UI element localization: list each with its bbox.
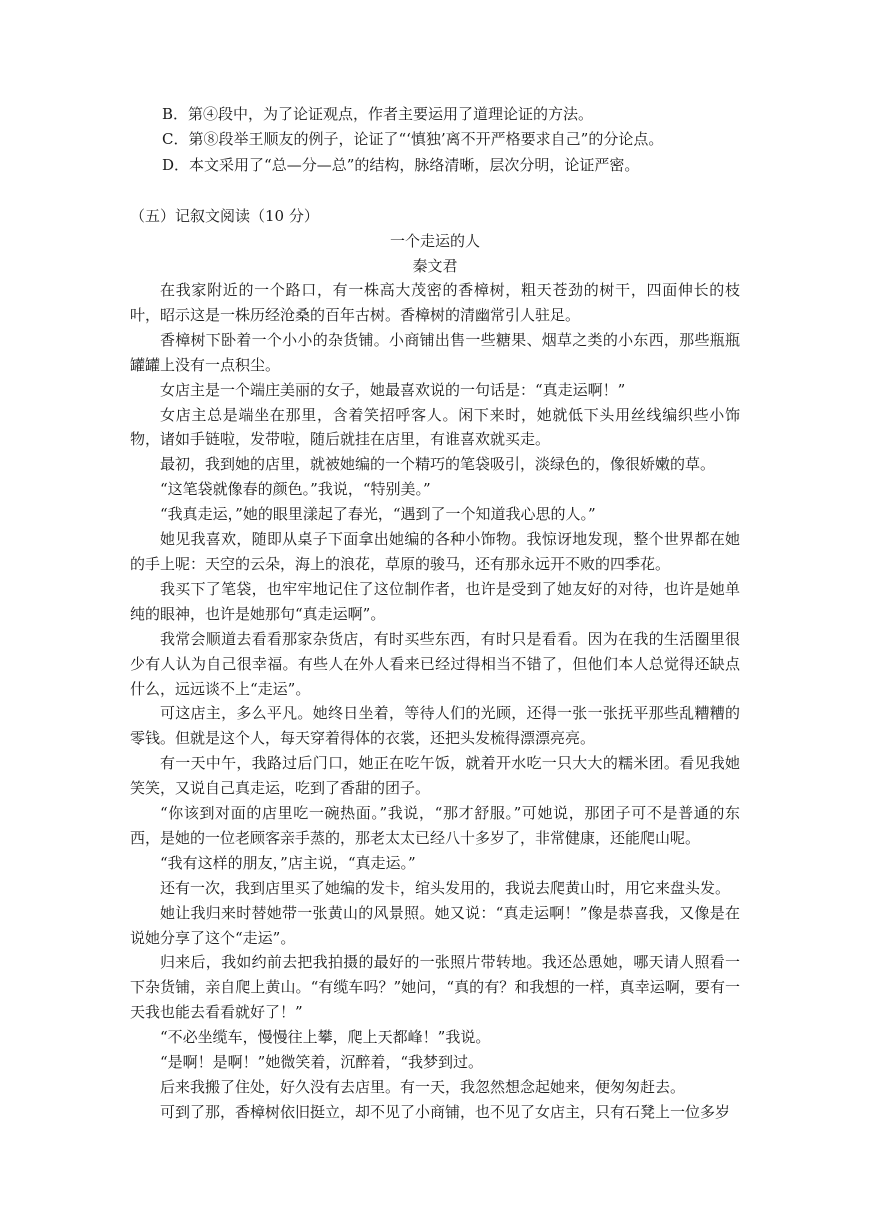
paragraph: 我常会顺道去看看那家杂货店，有时买些东西，有时只是看看。因为在我的生活圈里很少有人认为自己很幸福。有些人在外人看来已经过得相当不错了，但他们本人总觉得还缺点什么，远远谈不上“走运”。	[130, 629, 740, 698]
paragraph: “你该到对面的店里吃一碗热面。”我说，“那才舒服。”可她说，那团子可不是普通的东西，是她的一位老顾客亲手蒸的，那老太太已经八十多岁了，非常健康，还能爬山呢。	[130, 804, 740, 847]
paragraph: 可到了那，香樟树依旧挺立，却不见了小商铺，也不见了女店主，只有石凳上一位多岁	[160, 1102, 731, 1121]
article-title: 一个走运的人	[389, 232, 480, 250]
paragraph: 在我家附近的一个路口，有一株高大茂密的香樟树，粗天苍劲的树干，四面伸长的枝叶，昭示这是一株历经沧桑的百年古树。香樟树的清幽常引人驻足。	[130, 281, 740, 324]
paragraph: 女店主总是端坐在那里，含着笑招呼客人。闲下来时，她就低下头用丝线编织些小饰物，诸如手链啦，发带啦，随后就挂在店里，有谁喜欢就买走。	[130, 405, 740, 449]
paragraph: 最初，我到她的店里，就被她编的一个精巧的笔袋吸引，淡绿色的，像很娇嫩的草。	[160, 455, 716, 474]
article-author: 秦文君	[412, 257, 458, 275]
paragraph: 女店主是一个端庄美丽的女子，她最喜欢说的一句话是：“真走运啊！”	[160, 380, 626, 399]
paragraph: 有一天中午，我路过后门口，她正在吃午饭，就着开水吃一只大大的糯米团。看见我她笑笑，又说自己真走运，吃到了香甜的团子。	[130, 754, 740, 798]
paragraph: 香樟树下卧着一个小小的杂货铺。小商铺出售一些糖果、烟草之类的小东西，那些瓶瓶罐罐上没有一点积尘。	[130, 330, 740, 374]
paragraph: 她见我喜欢，随即从桌子下面拿出她编的各种小饰物。我惊讶地发现，整个世界都在她的手上呢：天空的云朵，海上的浪花，草原的骏马，还有那永远开不败的四季花。	[130, 530, 740, 573]
paragraph: 后来我搬了住处，好久没有去店里。有一天，我忽然想念起她来，便匆匆赶去。	[160, 1078, 686, 1096]
paragraph: 我买下了笔袋，也牢牢地记住了这位制作者，也许是受到了她友好的对待，也许是她单纯的眼神，也许是她那句“真走运啊”。	[130, 579, 740, 623]
section-heading: （五）记叙文阅读（10 分）	[130, 207, 319, 225]
paragraph: “这笔袋就像春的颜色。”我说，“特别美。”	[160, 480, 431, 499]
article-body	[130, 278, 740, 1125]
paragraph: 归来后，我如约前去把我拍摄的最好的一张照片带转地。我还怂恿她，哪天请人照看一下杂货铺，亲自爬上黄山。“有缆车吗？”她问，“真的有？和我想的一样，真幸运啊，要有一天我也能去看看就好了！”	[130, 953, 740, 1022]
paragraph: 还有一次，我到店里买了她编的发卡，绾头发用的，我说去爬黄山时，用它来盘头发。	[160, 878, 731, 897]
paragraph: 可这店主，多么平凡。她终日坐着，等待人们的光顾，还得一张一张抚平那些乱糟糟的零钱。但就是这个人，每天穿着得体的衣裳，还把头发梳得漂漂亮亮。	[130, 704, 740, 748]
paragraph: “不必坐缆车，慢慢往上攀，爬上天都峰！”我说。	[160, 1028, 491, 1047]
paragraph: “我有这样的朋友，”店主说，“真走运。”	[160, 853, 416, 872]
option-b: B．第④段中，为了论证观点，作者主要运用了道理论证的方法。	[162, 105, 594, 123]
option-d: D．本文采用了“总—分—总”的结构，脉络清晰，层次分明，论证严密。	[162, 156, 640, 174]
paragraph: 她让我归来时替她带一张黄山的风景照。她又说：“真走运啊！”像是恭喜我，又像是在说她分享了这个“走运”。	[130, 903, 740, 947]
paragraph: “是啊！是啊！”她微笑着，沉醉着，“我梦到过。	[160, 1053, 484, 1072]
paragraph: “我真走运，”她的眼里漾起了春光，“遇到了一个知道我心思的人。”	[160, 505, 596, 524]
option-c: C．第⑧段举王顺友的例子，论证了“‘慎独’离不开严格要求自己”的分论点。	[162, 130, 664, 148]
